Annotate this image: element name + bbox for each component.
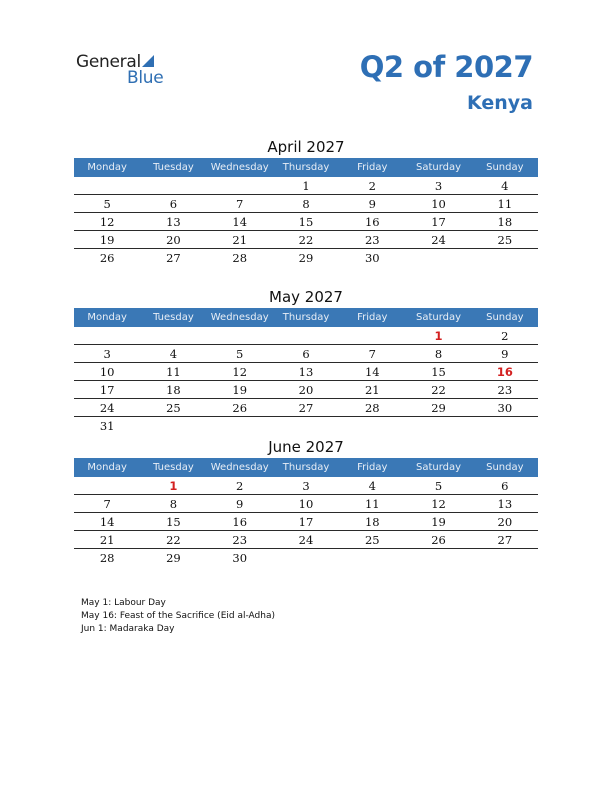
day-cell: 7: [236, 197, 244, 211]
week-row: [74, 513, 538, 531]
weekday-label: Thursday: [282, 312, 330, 323]
page-title: Q2 of 2027: [359, 50, 533, 84]
weekday-label: Monday: [87, 312, 127, 323]
day-cell: 30: [497, 401, 513, 415]
weekday-label: Wednesday: [210, 462, 269, 473]
day-cell: 16: [232, 515, 248, 529]
week-row: [74, 345, 538, 363]
day-cell: 5: [434, 479, 443, 493]
empty-day-cell: [273, 327, 339, 344]
day-cell: 11: [166, 365, 181, 379]
logo-word-general: General: [76, 52, 141, 72]
day-cell: 7: [368, 347, 376, 361]
day-cell: 10: [431, 197, 446, 211]
day-cell: 12: [99, 215, 115, 229]
day-cell: 22: [431, 383, 446, 397]
weekday-label: Friday: [357, 162, 388, 173]
week-row: [74, 363, 538, 381]
weekday-header: [74, 158, 538, 177]
day-cell: 7: [103, 497, 111, 511]
logo-triangle-icon: [142, 55, 154, 67]
day-cell: 5: [236, 347, 244, 361]
day-cell: 26: [431, 533, 446, 547]
day-cell: 29: [166, 551, 181, 565]
empty-day-cell: [472, 249, 538, 266]
week-row: [74, 417, 538, 434]
weekday-label: Tuesday: [153, 162, 194, 173]
day-cell: 18: [497, 215, 513, 229]
weekday-label: Thursday: [282, 162, 330, 173]
generalblue-logo: [76, 52, 176, 92]
day-cell: 6: [169, 197, 178, 211]
weekday-label: Wednesday: [210, 312, 269, 323]
day-cell: 17: [99, 383, 115, 397]
day-cell: 4: [501, 179, 509, 193]
country-name: Kenya: [466, 92, 533, 114]
day-cell: 9: [236, 497, 244, 511]
day-cell: 30: [364, 251, 380, 265]
day-cell: 30: [232, 551, 248, 565]
day-cell: 25: [364, 533, 380, 547]
month-title: May 2027: [269, 288, 343, 306]
month-calendar-april: [74, 136, 538, 266]
holiday-note: Jun 1: Madaraka Day: [81, 624, 175, 634]
day-cell: 17: [298, 515, 314, 529]
day-cell: 27: [298, 401, 314, 415]
day-cell: 21: [232, 233, 248, 247]
day-cell: 19: [431, 515, 446, 529]
week-row: [74, 327, 538, 345]
empty-day-cell: [74, 177, 140, 194]
day-cell: 11: [497, 197, 513, 211]
day-cell: 15: [431, 365, 446, 379]
week-row: [74, 549, 538, 566]
day-cell: 9: [368, 197, 376, 211]
empty-day-cell: [74, 327, 140, 344]
day-cell: 13: [166, 215, 181, 229]
day-cell: 6: [302, 347, 310, 361]
day-cell: 14: [364, 365, 380, 379]
day-cell: 25: [166, 401, 181, 415]
weekday-label: Wednesday: [210, 162, 269, 173]
day-cell: 3: [434, 179, 443, 193]
day-cell: 15: [166, 515, 181, 529]
day-cell: 16: [364, 215, 380, 229]
day-cell: 16: [496, 365, 513, 379]
week-row: [74, 531, 538, 549]
day-cell: 3: [302, 479, 310, 493]
day-cell: 19: [232, 383, 248, 397]
day-cell: 23: [232, 533, 248, 547]
week-row: [74, 195, 538, 213]
weekday-label: Saturday: [416, 312, 462, 323]
month-calendar-june: [74, 436, 538, 566]
day-cell: 2: [501, 329, 509, 343]
week-row: [74, 177, 538, 195]
day-cell: 23: [364, 233, 380, 247]
day-cell: 28: [364, 401, 380, 415]
month-calendar-may: [74, 286, 538, 434]
holiday-notes: [81, 597, 275, 636]
empty-day-cell: [405, 249, 471, 266]
empty-day-cell: [472, 417, 538, 434]
weekday-label: Sunday: [486, 462, 524, 473]
day-cell: 25: [497, 233, 513, 247]
holiday-note: May 1: Labour Day: [81, 598, 166, 608]
day-cell: 9: [501, 347, 509, 361]
empty-day-cell: [74, 477, 140, 494]
empty-day-cell: [207, 177, 273, 194]
week-row: [74, 477, 538, 495]
day-cell: 3: [103, 347, 111, 361]
empty-day-cell: [339, 417, 405, 434]
week-row: [74, 213, 538, 231]
empty-day-cell: [140, 327, 206, 344]
weekday-label: Saturday: [416, 462, 462, 473]
day-cell: 12: [232, 365, 248, 379]
weekday-label: Sunday: [486, 162, 524, 173]
empty-day-cell: [273, 417, 339, 434]
day-cell: 1: [434, 329, 443, 343]
day-cell: 2: [236, 479, 244, 493]
day-cell: 22: [298, 233, 314, 247]
day-cell: 18: [166, 383, 181, 397]
day-cell: 20: [298, 383, 314, 397]
empty-day-cell: [405, 417, 471, 434]
week-row: [74, 231, 538, 249]
day-cell: 1: [302, 179, 310, 193]
weekday-label: Friday: [357, 312, 388, 323]
weekday-label: Tuesday: [153, 312, 194, 323]
day-cell: 8: [169, 497, 178, 511]
empty-day-cell: [207, 327, 273, 344]
weekday-header: [74, 458, 538, 477]
week-row: [74, 381, 538, 399]
day-cell: 24: [298, 533, 314, 547]
weekday-label: Monday: [87, 462, 127, 473]
day-cell: 10: [298, 497, 314, 511]
week-row: [74, 399, 538, 417]
empty-day-cell: [405, 549, 471, 566]
week-row: [74, 495, 538, 513]
day-cell: 24: [431, 233, 446, 247]
week-row: [74, 249, 538, 266]
day-cell: 13: [298, 365, 314, 379]
empty-day-cell: [472, 549, 538, 566]
logo-word-blue: Blue: [127, 68, 164, 88]
day-cell: 31: [99, 419, 115, 433]
day-cell: 6: [501, 479, 509, 493]
day-cell: 14: [99, 515, 115, 529]
day-cell: 28: [232, 251, 248, 265]
empty-day-cell: [140, 417, 206, 434]
day-cell: 10: [99, 365, 115, 379]
day-cell: 5: [103, 197, 111, 211]
day-cell: 1: [169, 479, 178, 493]
weekday-label: Friday: [357, 462, 388, 473]
day-cell: 18: [364, 515, 380, 529]
day-cell: 19: [99, 233, 115, 247]
month-title: April 2027: [267, 138, 345, 156]
empty-day-cell: [339, 549, 405, 566]
weekday-label: Thursday: [282, 462, 330, 473]
day-cell: 24: [99, 401, 115, 415]
day-cell: 20: [166, 233, 181, 247]
weekday-label: Saturday: [416, 162, 462, 173]
day-cell: 29: [431, 401, 446, 415]
day-cell: 23: [497, 383, 513, 397]
day-cell: 28: [99, 551, 115, 565]
empty-day-cell: [273, 549, 339, 566]
empty-day-cell: [140, 177, 206, 194]
day-cell: 2: [368, 179, 376, 193]
day-cell: 4: [368, 479, 376, 493]
empty-day-cell: [207, 417, 273, 434]
day-cell: 21: [364, 383, 380, 397]
day-cell: 11: [364, 497, 380, 511]
day-cell: 4: [169, 347, 178, 361]
day-cell: 15: [298, 215, 314, 229]
holiday-note: May 16: Feast of the Sacrifice (Eid al-Adha): [81, 611, 275, 621]
day-cell: 27: [166, 251, 181, 265]
day-cell: 29: [298, 251, 314, 265]
day-cell: 21: [99, 533, 115, 547]
day-cell: 14: [232, 215, 248, 229]
day-cell: 20: [497, 515, 513, 529]
day-cell: 13: [497, 497, 513, 511]
day-cell: 22: [166, 533, 181, 547]
day-cell: 8: [434, 347, 443, 361]
weekday-label: Monday: [87, 162, 127, 173]
month-title: June 2027: [268, 438, 344, 456]
day-cell: 12: [431, 497, 446, 511]
day-cell: 17: [431, 215, 446, 229]
day-cell: 26: [99, 251, 115, 265]
day-cell: 26: [232, 401, 248, 415]
weekday-label: Sunday: [486, 312, 524, 323]
weekday-header: [74, 308, 538, 327]
day-cell: 27: [497, 533, 513, 547]
weekday-label: Tuesday: [153, 462, 194, 473]
empty-day-cell: [339, 327, 405, 344]
day-cell: 8: [302, 197, 310, 211]
